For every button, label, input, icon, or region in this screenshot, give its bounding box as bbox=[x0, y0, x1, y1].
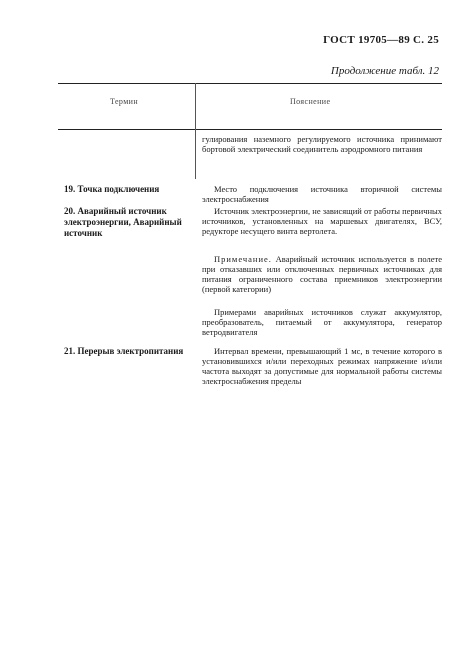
examples-20: Примерами аварийных источников служат аккумулятор, преобразователь, питаемый от аккумулятора, генератор ветродвигателя bbox=[202, 307, 442, 337]
term-20: 20. Аварийный источник электроэнергии, Аварийный источник bbox=[64, 206, 182, 238]
term-21: 21. Перерыв электропитания bbox=[64, 346, 184, 356]
term-19: 19. Точка подключения bbox=[64, 184, 160, 194]
note-label: Примечание. bbox=[214, 254, 272, 264]
note-20: Примечание. Аварийный источник используется в полете при отказавших или отключенных первичных источниках для питания ограниченного состава приемников электроэнергии (первой категории) bbox=[202, 254, 442, 294]
gost-header: ГОСТ 19705—89 С. 25 bbox=[323, 34, 439, 46]
column-header-explanation: Пояснение bbox=[290, 97, 331, 106]
header-column-divider bbox=[195, 83, 196, 129]
table-header-border bbox=[58, 129, 442, 130]
table-top-border bbox=[58, 83, 442, 84]
explanation-21: Интервал времени, превышающий 1 мс, в течение которого в установившихся и/или переходных режимах напряжение и/или частота выходят за допустимые для нормальной работы системы электроснабжения пределы bbox=[202, 346, 442, 386]
explanation-continuation: гулирования наземного регулируемого источника принимают бортовой электрический соединитель аэродромного питания bbox=[202, 134, 442, 154]
explanation-20: Источник электроэнергии, не зависящий от работы первичных источников, установленных на маршевых двигателях, ВСУ, редукторе несущего винта вертолета. bbox=[202, 206, 442, 236]
body-column-divider bbox=[195, 129, 196, 179]
column-header-term: Термин bbox=[110, 97, 139, 106]
table-continuation-label: Продолжение табл. 12 bbox=[330, 65, 439, 77]
explanation-19: Место подключения источника вторичной системы электроснабжения bbox=[202, 184, 442, 204]
